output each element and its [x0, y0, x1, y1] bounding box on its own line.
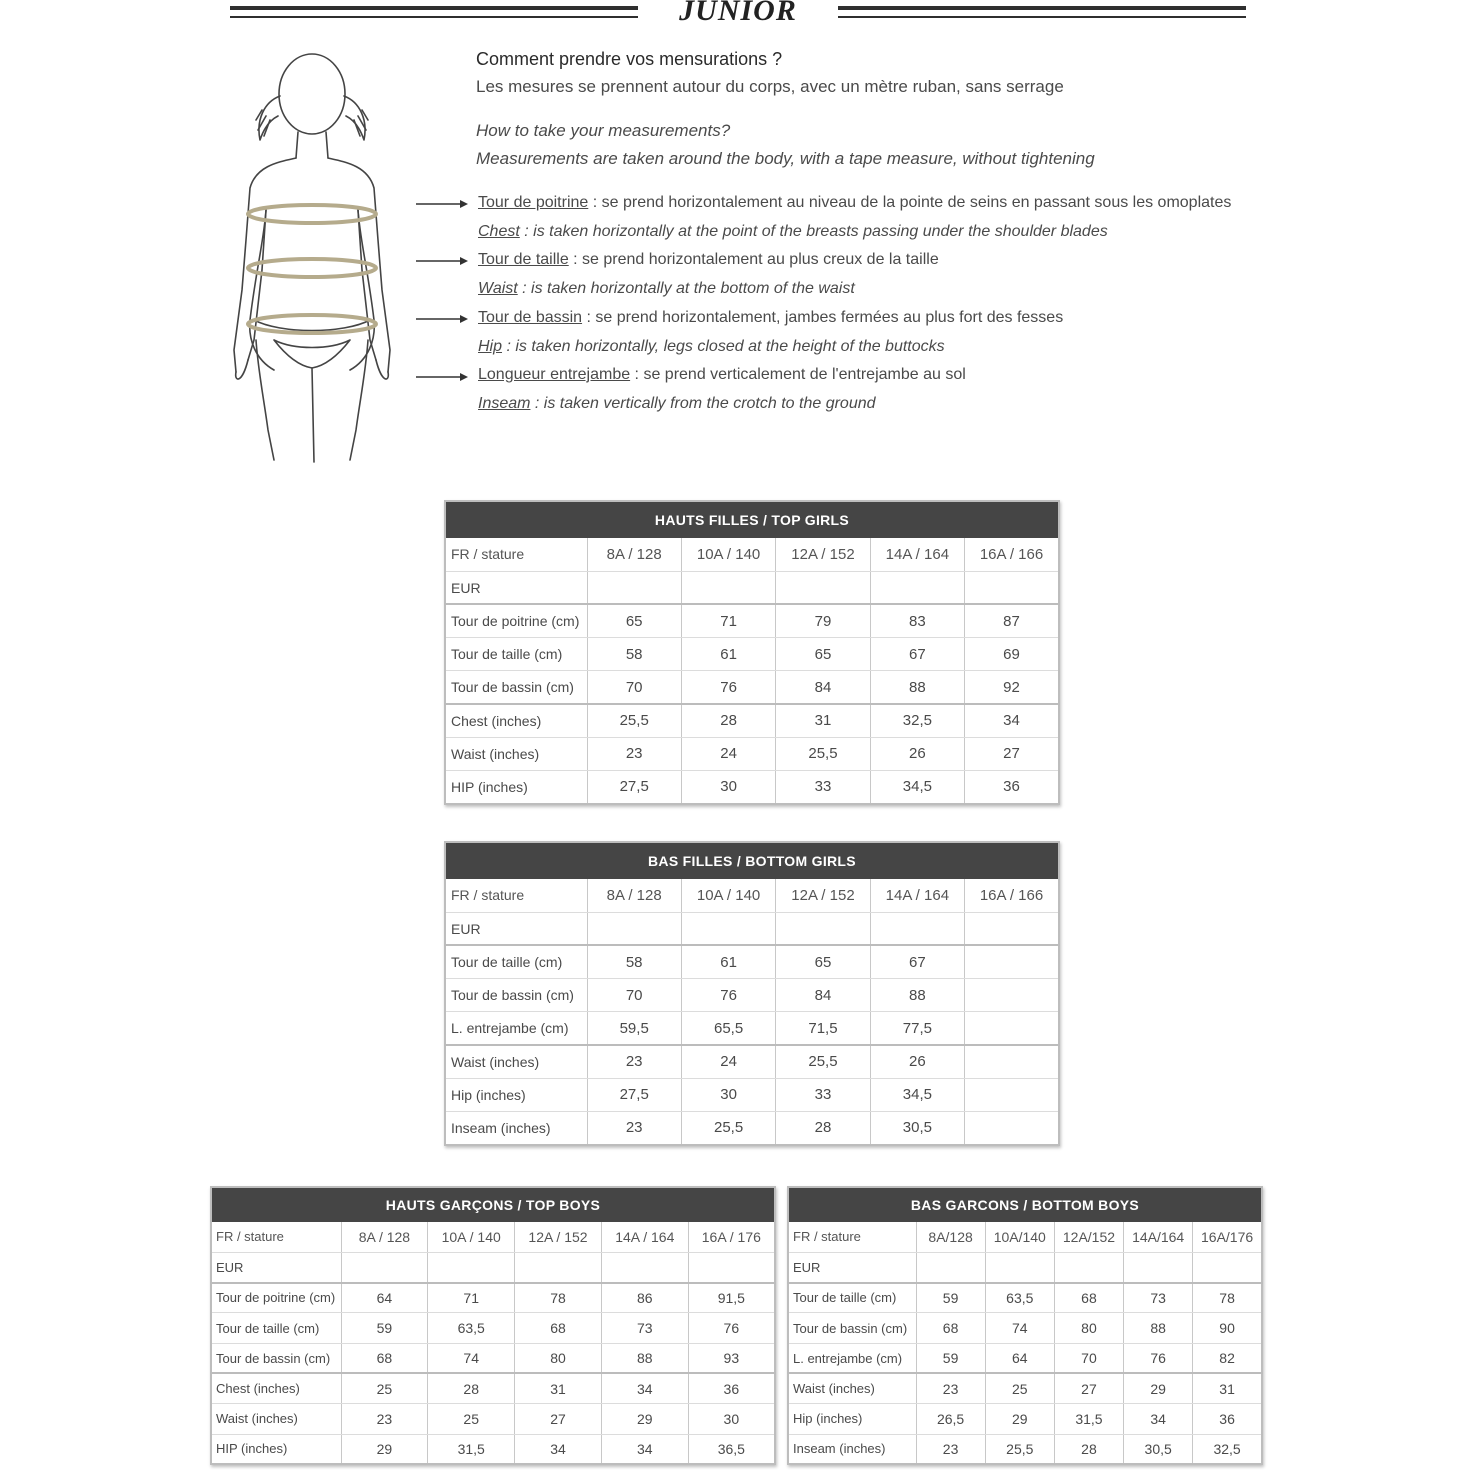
value-cell: 24	[681, 1045, 775, 1078]
size-cell: 8A / 128	[587, 879, 681, 912]
size-header-row	[445, 538, 1059, 571]
size-cell: 10A / 140	[428, 1222, 515, 1252]
row-label: Chest (inches)	[211, 1373, 341, 1403]
size-cell: 16A / 166	[965, 538, 1059, 571]
row-label: Waist (inches)	[788, 1373, 916, 1403]
value-cell: 88	[1124, 1313, 1193, 1343]
size-cell: 12A / 152	[776, 879, 870, 912]
value-cell: 73	[1124, 1283, 1193, 1313]
value-cell: 34	[601, 1373, 688, 1403]
size-cell: 8A/128	[916, 1222, 985, 1252]
value-cell	[681, 571, 775, 604]
value-cell: 25	[341, 1373, 428, 1403]
value-cell: 31,5	[428, 1434, 515, 1464]
header-rule-left	[230, 6, 638, 20]
header-rule-right	[838, 6, 1246, 20]
value-cell: 71,5	[776, 1012, 870, 1045]
table-row	[211, 1252, 775, 1282]
row-label: Inseam (inches)	[445, 1111, 587, 1144]
table-row	[445, 604, 1059, 637]
value-cell: 59	[341, 1313, 428, 1343]
value-cell: 33	[776, 770, 870, 803]
table-row	[445, 737, 1059, 770]
value-cell	[1054, 1252, 1123, 1282]
row-label: Tour de poitrine (cm)	[445, 604, 587, 637]
row-label: Tour de taille (cm)	[788, 1283, 916, 1313]
value-cell	[1193, 1252, 1262, 1282]
value-cell: 27	[515, 1404, 602, 1434]
value-cell: 25	[985, 1373, 1054, 1403]
value-cell: 30	[688, 1404, 775, 1434]
row-label: Hip (inches)	[445, 1078, 587, 1111]
size-cell: 10A / 140	[681, 879, 775, 912]
value-cell: 67	[870, 638, 964, 671]
measure-inseam-en: Inseam : is taken vertically from the crotch to the ground	[478, 395, 876, 412]
value-cell	[776, 571, 870, 604]
measure-hip-en: Hip : is taken horizontally, legs closed at the height of the buttocks	[478, 338, 945, 355]
table-row	[788, 1373, 1262, 1403]
table-row	[211, 1373, 775, 1403]
value-cell	[985, 1252, 1054, 1282]
row-label: L. entrejambe (cm)	[788, 1343, 916, 1373]
value-cell: 78	[1193, 1283, 1262, 1313]
row-label: FR / stature	[445, 538, 587, 571]
size-cell: 12A / 152	[776, 538, 870, 571]
table-row	[211, 1434, 775, 1464]
measure-inseam-fr: Longueur entrejambe : se prend verticalement de l'entrejambe au sol	[478, 366, 966, 383]
size-cell: 16A/176	[1193, 1222, 1262, 1252]
table-row	[211, 1313, 775, 1343]
value-cell	[965, 912, 1059, 945]
size-cell: 16A / 176	[688, 1222, 775, 1252]
row-label: Chest (inches)	[445, 704, 587, 737]
value-cell: 36	[688, 1373, 775, 1403]
size-cell: 8A / 128	[587, 538, 681, 571]
value-cell: 30,5	[870, 1111, 964, 1144]
size-cell: 14A / 164	[870, 538, 964, 571]
value-cell: 88	[870, 671, 964, 704]
table-row	[445, 1045, 1059, 1078]
value-cell: 25,5	[985, 1434, 1054, 1464]
value-cell	[601, 1252, 688, 1282]
row-label: Tour de bassin (cm)	[445, 979, 587, 1012]
row-label: Tour de taille (cm)	[445, 945, 587, 978]
value-cell: 25	[428, 1404, 515, 1434]
value-cell	[916, 1252, 985, 1282]
table-row	[445, 704, 1059, 737]
fr-question: Comment prendre vos mensurations ?	[476, 49, 783, 69]
value-cell: 28	[681, 704, 775, 737]
value-cell: 23	[587, 737, 681, 770]
value-cell: 31	[1193, 1373, 1262, 1403]
value-cell: 23	[587, 1045, 681, 1078]
value-cell: 33	[776, 1078, 870, 1111]
row-label: Tour de poitrine (cm)	[211, 1283, 341, 1313]
value-cell	[870, 912, 964, 945]
value-cell	[1124, 1252, 1193, 1282]
value-cell: 76	[681, 979, 775, 1012]
girl-silhouette-figure	[220, 40, 410, 470]
row-label: EUR	[445, 912, 587, 945]
row-label: Tour de taille (cm)	[211, 1313, 341, 1343]
measure-chest-en: Chest : is taken horizontally at the point of the breasts passing under the shoulder blades	[478, 223, 1108, 240]
table-row	[788, 1343, 1262, 1373]
page-title: JUNIOR	[679, 0, 797, 27]
value-cell: 65	[587, 604, 681, 637]
row-label: FR / stature	[211, 1222, 341, 1252]
row-label: L. entrejambe (cm)	[445, 1012, 587, 1045]
row-label: Waist (inches)	[211, 1404, 341, 1434]
table-row	[445, 671, 1059, 704]
value-cell: 31	[515, 1373, 602, 1403]
value-cell: 93	[688, 1343, 775, 1373]
value-cell: 26,5	[916, 1404, 985, 1434]
measure-hip-fr: Tour de bassin : se prend horizontalement, jambes fermées au plus fort des fesses	[478, 309, 1064, 326]
value-cell: 68	[1054, 1283, 1123, 1313]
value-cell: 23	[916, 1373, 985, 1403]
value-cell: 27	[1054, 1373, 1123, 1403]
row-label: FR / stature	[788, 1222, 916, 1252]
row-label: Tour de taille (cm)	[445, 638, 587, 671]
value-cell: 24	[681, 737, 775, 770]
value-cell: 32,5	[870, 704, 964, 737]
value-cell: 63,5	[428, 1313, 515, 1343]
table-title: HAUTS FILLES / TOP GIRLS	[445, 501, 1059, 538]
value-cell: 23	[341, 1404, 428, 1434]
size-cell: 12A / 152	[515, 1222, 602, 1252]
value-cell: 71	[428, 1283, 515, 1313]
measure-waist-en: Waist : is taken horizontally at the bottom of the waist	[478, 280, 855, 297]
value-cell	[965, 1045, 1059, 1078]
value-cell	[965, 1111, 1059, 1144]
table-row	[445, 945, 1059, 978]
value-cell: 71	[681, 604, 775, 637]
value-cell: 59,5	[587, 1012, 681, 1045]
arrow-right-icon	[416, 371, 468, 383]
value-cell: 27,5	[587, 770, 681, 803]
value-cell: 80	[1054, 1313, 1123, 1343]
value-cell	[965, 571, 1059, 604]
value-cell: 68	[515, 1313, 602, 1343]
value-cell: 64	[985, 1343, 1054, 1373]
value-cell: 90	[1193, 1313, 1262, 1343]
size-cell: 16A / 166	[965, 879, 1059, 912]
value-cell	[587, 571, 681, 604]
value-cell: 86	[601, 1283, 688, 1313]
value-cell: 31	[776, 704, 870, 737]
value-cell: 87	[965, 604, 1059, 637]
value-cell: 58	[587, 945, 681, 978]
value-cell: 80	[515, 1343, 602, 1373]
row-label: Tour de bassin (cm)	[788, 1313, 916, 1343]
value-cell: 84	[776, 979, 870, 1012]
value-cell: 65	[776, 945, 870, 978]
value-cell	[965, 1078, 1059, 1111]
value-cell: 74	[428, 1343, 515, 1373]
value-cell: 63,5	[985, 1283, 1054, 1313]
row-label: FR / stature	[445, 879, 587, 912]
value-cell	[965, 945, 1059, 978]
size-cell: 10A / 140	[681, 538, 775, 571]
table-row	[211, 1404, 775, 1434]
size-header-row	[445, 879, 1059, 912]
en-intro-text: Measurements are taken around the body, with a tape measure, without tightening	[476, 149, 1095, 168]
term-tour-de-taille: Tour de taille	[478, 251, 569, 268]
value-cell: 36,5	[688, 1434, 775, 1464]
table-row	[445, 638, 1059, 671]
value-cell: 25,5	[587, 704, 681, 737]
row-label: EUR	[788, 1252, 916, 1282]
term-inseam: Inseam	[478, 395, 531, 412]
size-cell: 8A / 128	[341, 1222, 428, 1252]
value-cell: 88	[601, 1343, 688, 1373]
value-cell: 73	[601, 1313, 688, 1343]
value-cell	[587, 912, 681, 945]
size-cell: 14A / 164	[870, 879, 964, 912]
term-hip: Hip	[478, 338, 503, 355]
value-cell: 26	[870, 1045, 964, 1078]
table-title: HAUTS GARÇONS / TOP BOYS	[211, 1187, 775, 1222]
value-cell: 23	[916, 1434, 985, 1464]
measure-chest-fr: Tour de poitrine : se prend horizontalement au niveau de la pointe de seins en passant sous les omoplates	[478, 194, 1232, 211]
value-cell: 59	[916, 1283, 985, 1313]
value-cell	[688, 1252, 775, 1282]
value-cell	[341, 1252, 428, 1282]
value-cell: 36	[965, 770, 1059, 803]
value-cell: 77,5	[870, 1012, 964, 1045]
table-title: BAS GARCONS / BOTTOM BOYS	[788, 1187, 1262, 1222]
table-row	[445, 912, 1059, 945]
table-row	[445, 1078, 1059, 1111]
term-tour-de-bassin: Tour de bassin	[478, 309, 583, 326]
row-label: Waist (inches)	[445, 737, 587, 770]
arrow-right-icon	[416, 198, 468, 210]
size-table-bottom-boys	[787, 1186, 1263, 1465]
arrow-right-icon	[416, 255, 468, 267]
value-cell: 79	[776, 604, 870, 637]
value-cell: 30,5	[1124, 1434, 1193, 1464]
value-cell: 69	[965, 638, 1059, 671]
value-cell: 25,5	[681, 1111, 775, 1144]
size-table-bottom-girls	[444, 841, 1060, 1146]
table-row	[445, 1012, 1059, 1045]
row-label: Waist (inches)	[445, 1045, 587, 1078]
value-cell: 74	[985, 1313, 1054, 1343]
value-cell: 92	[965, 671, 1059, 704]
value-cell: 30	[681, 770, 775, 803]
value-cell: 76	[688, 1313, 775, 1343]
term-chest: Chest	[478, 223, 520, 240]
value-cell	[428, 1252, 515, 1282]
value-cell: 25,5	[776, 737, 870, 770]
measure-waist-fr: Tour de taille : se prend horizontalement au plus creux de la taille	[478, 251, 939, 268]
value-cell	[965, 979, 1059, 1012]
value-cell: 36	[1193, 1404, 1262, 1434]
table-row	[445, 770, 1059, 803]
value-cell	[776, 912, 870, 945]
row-label: Hip (inches)	[788, 1404, 916, 1434]
value-cell: 34,5	[870, 1078, 964, 1111]
value-cell: 26	[870, 737, 964, 770]
value-cell: 34	[515, 1434, 602, 1464]
value-cell: 65,5	[681, 1012, 775, 1045]
value-cell: 68	[916, 1313, 985, 1343]
table-row	[788, 1434, 1262, 1464]
value-cell: 25,5	[776, 1045, 870, 1078]
row-label: Inseam (inches)	[788, 1434, 916, 1464]
value-cell: 65	[776, 638, 870, 671]
value-cell: 28	[428, 1373, 515, 1403]
table-row	[445, 1111, 1059, 1144]
table-row	[445, 571, 1059, 604]
arrow-right-icon	[416, 313, 468, 325]
value-cell: 64	[341, 1283, 428, 1313]
value-cell: 29	[601, 1404, 688, 1434]
value-cell: 28	[1054, 1434, 1123, 1464]
size-cell: 10A/140	[985, 1222, 1054, 1252]
row-label: HIP (inches)	[445, 770, 587, 803]
value-cell: 61	[681, 945, 775, 978]
size-header-row	[211, 1222, 775, 1252]
value-cell: 32,5	[1193, 1434, 1262, 1464]
table-row	[788, 1283, 1262, 1313]
table-row	[788, 1252, 1262, 1282]
value-cell: 34	[601, 1434, 688, 1464]
value-cell: 78	[515, 1283, 602, 1313]
term-waist: Waist	[478, 280, 518, 297]
row-label: EUR	[211, 1252, 341, 1282]
value-cell: 76	[1124, 1343, 1193, 1373]
table-title: BAS FILLES / BOTTOM GIRLS	[445, 842, 1059, 879]
value-cell: 68	[341, 1343, 428, 1373]
size-table-top-boys	[210, 1186, 776, 1465]
value-cell: 58	[587, 638, 681, 671]
en-question: How to take your measurements?	[476, 121, 731, 140]
table-row	[445, 979, 1059, 1012]
value-cell: 27,5	[587, 1078, 681, 1111]
value-cell: 29	[985, 1404, 1054, 1434]
value-cell	[515, 1252, 602, 1282]
value-cell	[681, 912, 775, 945]
value-cell: 67	[870, 945, 964, 978]
value-cell: 23	[587, 1111, 681, 1144]
value-cell: 34	[1124, 1404, 1193, 1434]
value-cell	[965, 1012, 1059, 1045]
value-cell: 30	[681, 1078, 775, 1111]
row-label: HIP (inches)	[211, 1434, 341, 1464]
value-cell: 34	[965, 704, 1059, 737]
value-cell	[870, 571, 964, 604]
value-cell: 31,5	[1054, 1404, 1123, 1434]
size-cell: 14A/164	[1124, 1222, 1193, 1252]
value-cell: 88	[870, 979, 964, 1012]
table-row	[788, 1313, 1262, 1343]
row-label: Tour de bassin (cm)	[445, 671, 587, 704]
value-cell: 70	[587, 671, 681, 704]
value-cell: 70	[587, 979, 681, 1012]
size-cell: 12A/152	[1054, 1222, 1123, 1252]
term-tour-de-poitrine: Tour de poitrine	[478, 194, 589, 211]
size-cell: 14A / 164	[601, 1222, 688, 1252]
value-cell: 59	[916, 1343, 985, 1373]
size-header-row	[788, 1222, 1262, 1252]
value-cell: 29	[1124, 1373, 1193, 1403]
row-label: EUR	[445, 571, 587, 604]
table-row	[788, 1404, 1262, 1434]
value-cell: 70	[1054, 1343, 1123, 1373]
fr-intro-text: Les mesures se prennent autour du corps, avec un mètre ruban, sans serrage	[476, 77, 1064, 96]
term-longueur-entrejambe: Longueur entrejambe	[478, 366, 631, 383]
row-label: Tour de bassin (cm)	[211, 1343, 341, 1373]
value-cell: 29	[341, 1434, 428, 1464]
table-row	[211, 1283, 775, 1313]
table-row	[211, 1343, 775, 1373]
size-table-top-girls	[444, 500, 1060, 805]
value-cell: 61	[681, 638, 775, 671]
value-cell: 28	[776, 1111, 870, 1144]
value-cell: 76	[681, 671, 775, 704]
value-cell: 27	[965, 737, 1059, 770]
value-cell: 34,5	[870, 770, 964, 803]
value-cell: 84	[776, 671, 870, 704]
value-cell: 83	[870, 604, 964, 637]
value-cell: 82	[1193, 1343, 1262, 1373]
value-cell: 91,5	[688, 1283, 775, 1313]
